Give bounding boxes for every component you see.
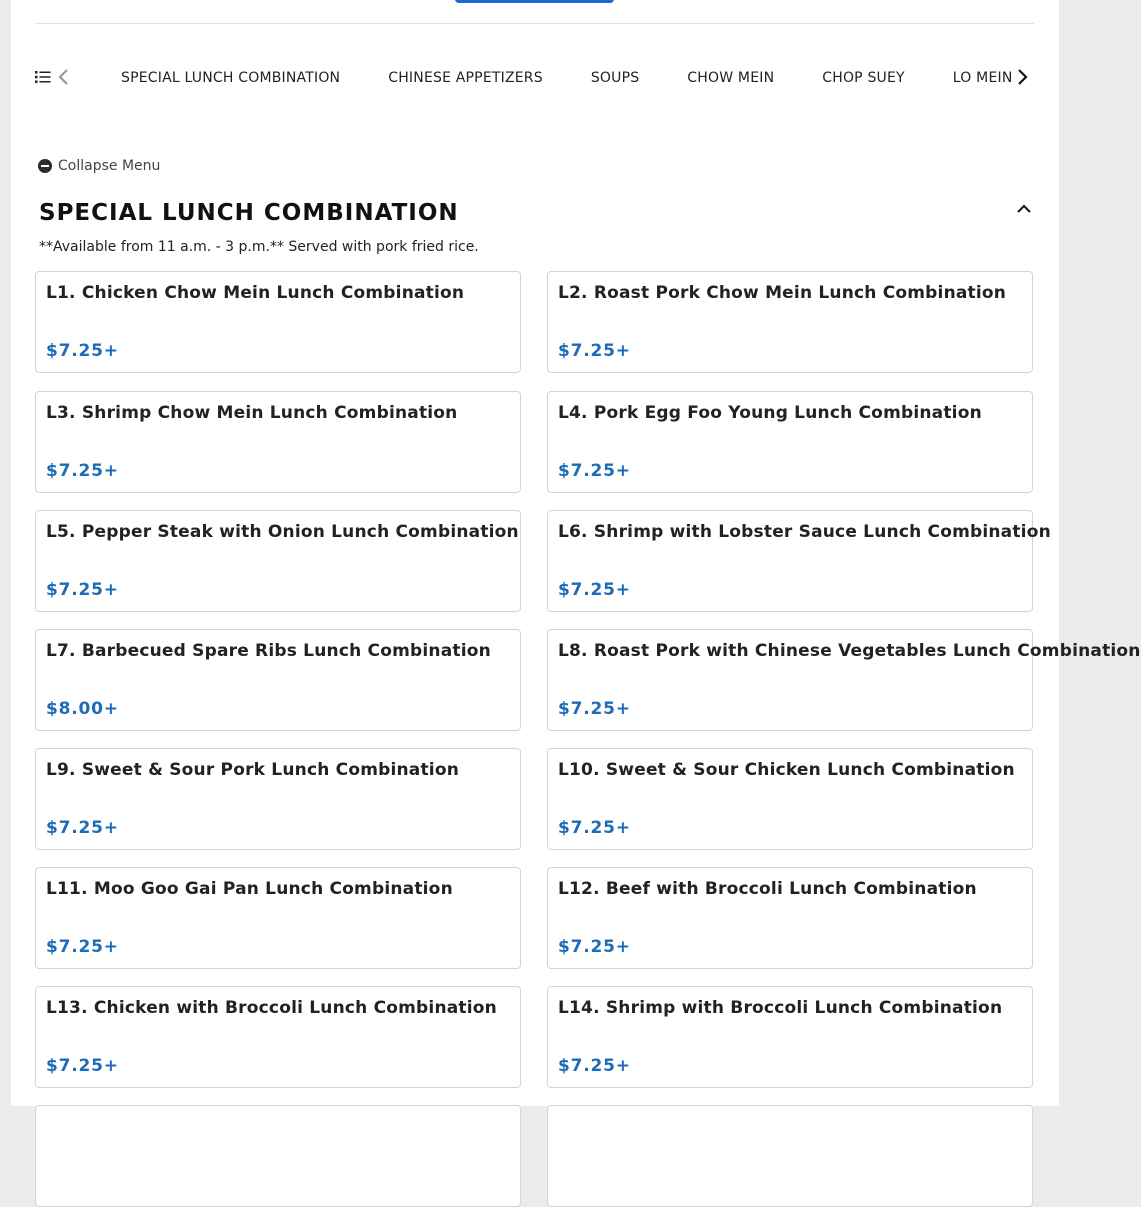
category-special-lunch-combination[interactable]: SPECIAL LUNCH COMBINATION bbox=[121, 70, 341, 86]
chevron-right-icon[interactable] bbox=[1015, 68, 1029, 86]
menu-item-price: $7.25+ bbox=[558, 1056, 631, 1076]
chevron-left-icon[interactable] bbox=[57, 68, 71, 86]
menu-item-card[interactable] bbox=[35, 510, 521, 612]
menu-item-price: $7.25+ bbox=[558, 937, 631, 957]
category-soups[interactable]: SOUPS bbox=[590, 70, 640, 86]
menu-item-card-partial[interactable] bbox=[35, 1105, 521, 1207]
menu-item-card[interactable] bbox=[547, 748, 1033, 850]
menu-item-card[interactable] bbox=[547, 271, 1033, 373]
top-action-button[interactable] bbox=[455, 0, 614, 3]
chevron-up-icon[interactable] bbox=[1016, 202, 1032, 214]
menu-item-card[interactable] bbox=[35, 986, 521, 1088]
collapse-menu-button[interactable] bbox=[38, 157, 160, 175]
menu-item-card-partial[interactable] bbox=[547, 1105, 1033, 1207]
list-icon[interactable] bbox=[35, 70, 51, 84]
menu-item-card[interactable] bbox=[35, 748, 521, 850]
divider bbox=[35, 23, 1034, 24]
category-chop-suey[interactable]: CHOP SUEY bbox=[822, 70, 905, 86]
category-lo-mein[interactable]: LO MEIN bbox=[952, 70, 1013, 86]
menu-item-price: $7.25+ bbox=[46, 461, 119, 481]
menu-item-name: L12. Beef with Broccoli Lunch Combination bbox=[558, 879, 977, 899]
menu-item-price: $7.25+ bbox=[46, 341, 119, 361]
menu-item-price: $7.25+ bbox=[46, 1056, 119, 1076]
menu-item-name: L9. Sweet & Sour Pork Lunch Combination bbox=[46, 760, 460, 780]
menu-item-name: L4. Pork Egg Foo Young Lunch Combination bbox=[558, 403, 982, 423]
menu-item-name: L6. Shrimp with Lobster Sauce Lunch Combination bbox=[558, 522, 1051, 542]
menu-item-name: L8. Roast Pork with Chinese Vegetables Lunch Combination bbox=[558, 641, 1141, 661]
category-chinese-appetizers[interactable]: CHINESE APPETIZERS bbox=[388, 70, 543, 86]
menu-item-name: L3. Shrimp Chow Mein Lunch Combination bbox=[46, 403, 458, 423]
menu-item-price: $7.25+ bbox=[46, 937, 119, 957]
menu-item-price: $7.25+ bbox=[46, 818, 119, 838]
category-chow-mein[interactable]: CHOW MEIN bbox=[687, 70, 775, 86]
menu-panel bbox=[11, 0, 1141, 1106]
menu-item-price: $7.25+ bbox=[558, 699, 631, 719]
collapse-menu-label: Collapse Menu bbox=[58, 158, 161, 174]
minus-circle-icon bbox=[38, 159, 52, 173]
menu-item-price: $8.00+ bbox=[46, 699, 119, 719]
menu-item-card[interactable] bbox=[35, 271, 521, 373]
menu-item-price: $7.25+ bbox=[558, 818, 631, 838]
menu-item-name: L7. Barbecued Spare Ribs Lunch Combination bbox=[46, 641, 491, 661]
menu-item-name: L1. Chicken Chow Mein Lunch Combination bbox=[46, 283, 465, 303]
menu-item-price: $7.25+ bbox=[558, 341, 631, 361]
section-description: **Available from 11 a.m. - 3 p.m.** Served with pork fried rice. bbox=[39, 239, 479, 255]
menu-item-card[interactable] bbox=[35, 629, 521, 731]
category-strip bbox=[95, 56, 1013, 100]
menu-item-card[interactable] bbox=[35, 867, 521, 969]
menu-item-name: L2. Roast Pork Chow Mein Lunch Combination bbox=[558, 283, 1007, 303]
menu-item-name: L14. Shrimp with Broccoli Lunch Combination bbox=[558, 998, 1003, 1018]
menu-item-price: $7.25+ bbox=[558, 461, 631, 481]
menu-item-name: L13. Chicken with Broccoli Lunch Combination bbox=[46, 998, 497, 1018]
menu-item-card[interactable] bbox=[547, 629, 1141, 731]
menu-item-price: $7.25+ bbox=[558, 580, 631, 600]
menu-item-card[interactable] bbox=[547, 986, 1033, 1088]
menu-item-card[interactable] bbox=[547, 391, 1033, 493]
menu-item-name: L5. Pepper Steak with Onion Lunch Combination bbox=[46, 522, 519, 542]
menu-item-name: L10. Sweet & Sour Chicken Lunch Combination bbox=[558, 760, 1015, 780]
section-title: SPECIAL LUNCH COMBINATION bbox=[39, 200, 459, 226]
menu-item-name: L11. Moo Goo Gai Pan Lunch Combination bbox=[46, 879, 453, 899]
category-nav bbox=[35, 56, 1034, 100]
menu-item-price: $7.25+ bbox=[46, 580, 119, 600]
menu-item-card[interactable] bbox=[547, 510, 1051, 612]
menu-item-card[interactable] bbox=[547, 867, 1033, 969]
menu-item-card[interactable] bbox=[35, 391, 521, 493]
